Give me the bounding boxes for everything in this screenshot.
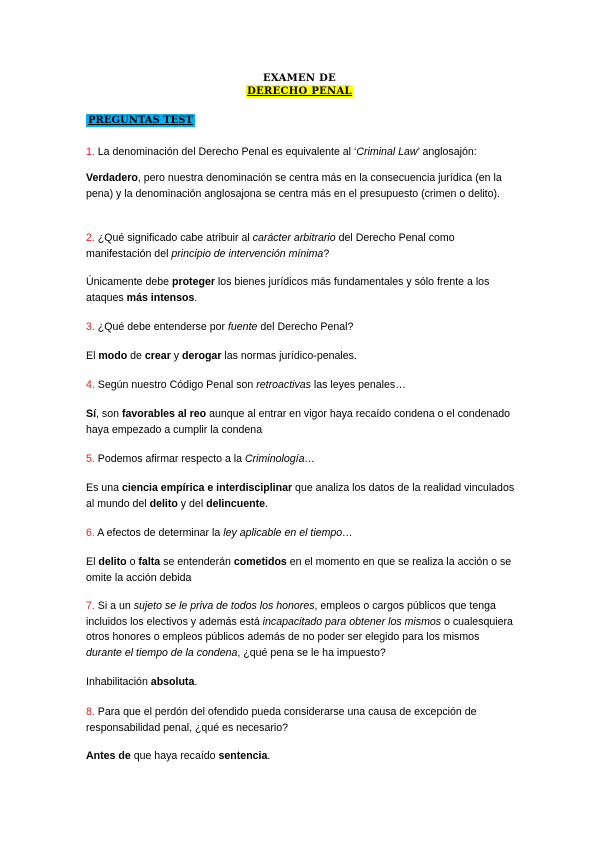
question-italic: incapacitado para obtener los mismos [262,615,442,628]
question-text: ¿Qué significado cabe atribuir al [94,232,253,244]
answer-bold: favorables al reo [121,408,207,420]
question-5 [86,452,516,468]
question-number: 1. [86,146,95,158]
answer-1 [86,171,516,202]
answer-text: y [170,350,182,362]
answer-text: los bienes jurídicos más fundamentales y sólo frente a los ataques [86,276,490,304]
question-italic: sujeto se le priva de todos los honores [133,600,315,612]
answer-2 [86,275,516,306]
question-7 [86,599,516,661]
document-title [0,72,599,98]
question-text: o cualesquiera otros honores o empleos públicos además de no poder ser elegido para los mismos [86,615,513,643]
answer-text: . [194,676,198,688]
question-italic: retroactivas [256,379,311,391]
answer-text: El [86,556,99,568]
question-number: 6. [86,527,95,539]
title-line-1: EXAMEN DE [262,73,337,84]
answer-text: El [86,350,99,362]
answer-6 [86,555,516,586]
question-2 [86,231,516,262]
answer-text: se entenderán [160,556,234,568]
answer-bold: delito [149,497,178,510]
question-text: ’ anglosajón: [417,146,477,158]
question-italic: ley aplicable en el tiempo… [223,527,353,539]
question-3 [86,320,516,336]
answer-text: . [265,497,268,510]
answer-bold: Antes de [86,750,131,762]
answer-bold: absoluta [150,676,195,688]
question-text: Para que el perdón del ofendido pueda considerarse una causa de excepción de responsabilidad penal, ¿qué es necesario? [86,706,477,734]
question-text: Podemos afirmar respecto a la [94,453,245,465]
answer-bold: derogar [182,350,222,362]
answer-text: las normas jurídico-penales. [221,350,357,362]
answer-bold: ciencia empírica e interdisciplinar [121,482,293,494]
answer-4 [86,407,516,438]
question-6 [86,526,516,542]
answer-text: . [194,291,198,304]
answer-text: Inhabilitación [86,676,151,688]
answer-bold: delincuente [206,497,265,510]
question-text: ¿Qué debe entenderse por [94,321,228,333]
question-text: Según nuestro Código Penal son [94,379,257,391]
answer-bold: falta [138,556,161,568]
question-1 [86,145,516,161]
answer-3 [86,349,516,365]
question-text: A efectos de determinar la [94,527,224,539]
answer-text: aunque al entrar en vigor haya recaído condena o el condenado haya empezado a cumplir la condena [86,408,511,436]
question-number: 3. [86,321,95,333]
answer-bold: más intensos [126,291,195,304]
question-text: Si a un [94,600,134,612]
answer-text: Es una [86,482,122,494]
answer-text: Únicamente debe [86,276,172,288]
answer-7 [86,675,516,691]
answer-bold: delito [98,556,127,568]
question-italic: Criminología… [245,453,316,465]
question-8 [86,705,516,736]
answer-bold: crear [144,350,171,362]
answer-text: o [126,556,139,568]
answer-8 [86,749,516,765]
question-text: La denominación del Derecho Penal es equivalente al ‘ [94,146,357,158]
question-italic: principio de intervención mínima [171,247,324,260]
answer-text: . [267,750,271,762]
answer-bold: Verdadero [86,172,138,184]
question-italic: fuente [227,321,258,333]
section-heading: PREGUNTAS TEST [88,115,193,126]
answer-bold: sentencia [218,750,268,762]
question-number: 4. [86,379,95,391]
question-number: 5. [86,453,95,465]
question-4 [86,378,516,394]
question-text: del Derecho Penal como manifestación del [86,232,455,260]
question-number: 7. [86,600,95,612]
answer-text: que analiza los datos de la realidad vinculados al mundo del [86,482,515,510]
question-text: las leyes penales… [310,379,406,391]
answer-text: de [127,350,145,362]
answer-text: y del [177,497,207,510]
question-italic: carácter arbitrario [252,232,336,244]
question-italic: durante el tiempo de la condena [86,646,238,659]
answer-text: en el momento en que se realiza la acción o se omite la acción debida [86,556,512,584]
answer-5 [86,481,516,512]
answer-text: que haya recaído [130,750,219,762]
answer-text: , pero nuestra denominación se centra más en la consecuencia jurídica (en la pena) y la denominación anglosajona se centra más en el presupuesto (crimen o delito). [86,172,502,200]
answer-bold: Sí [86,408,97,420]
question-text: del Derecho Penal? [257,321,354,333]
answer-bold: cometidos [233,556,287,568]
question-text: , ¿qué pena se le ha impuesto? [237,646,386,659]
answer-text: , son [96,408,122,420]
question-number: 2. [86,232,95,244]
answer-bold: modo [98,350,128,362]
question-italic: Criminal Law [356,146,418,158]
question-text: ? [323,247,330,260]
title-line-2: DERECHO PENAL [247,86,352,97]
answer-bold: proteger [171,276,215,288]
question-text: , empleos o cargos públicos que tenga incluidos los electivos y además está [86,600,496,628]
question-number: 8. [86,706,95,718]
